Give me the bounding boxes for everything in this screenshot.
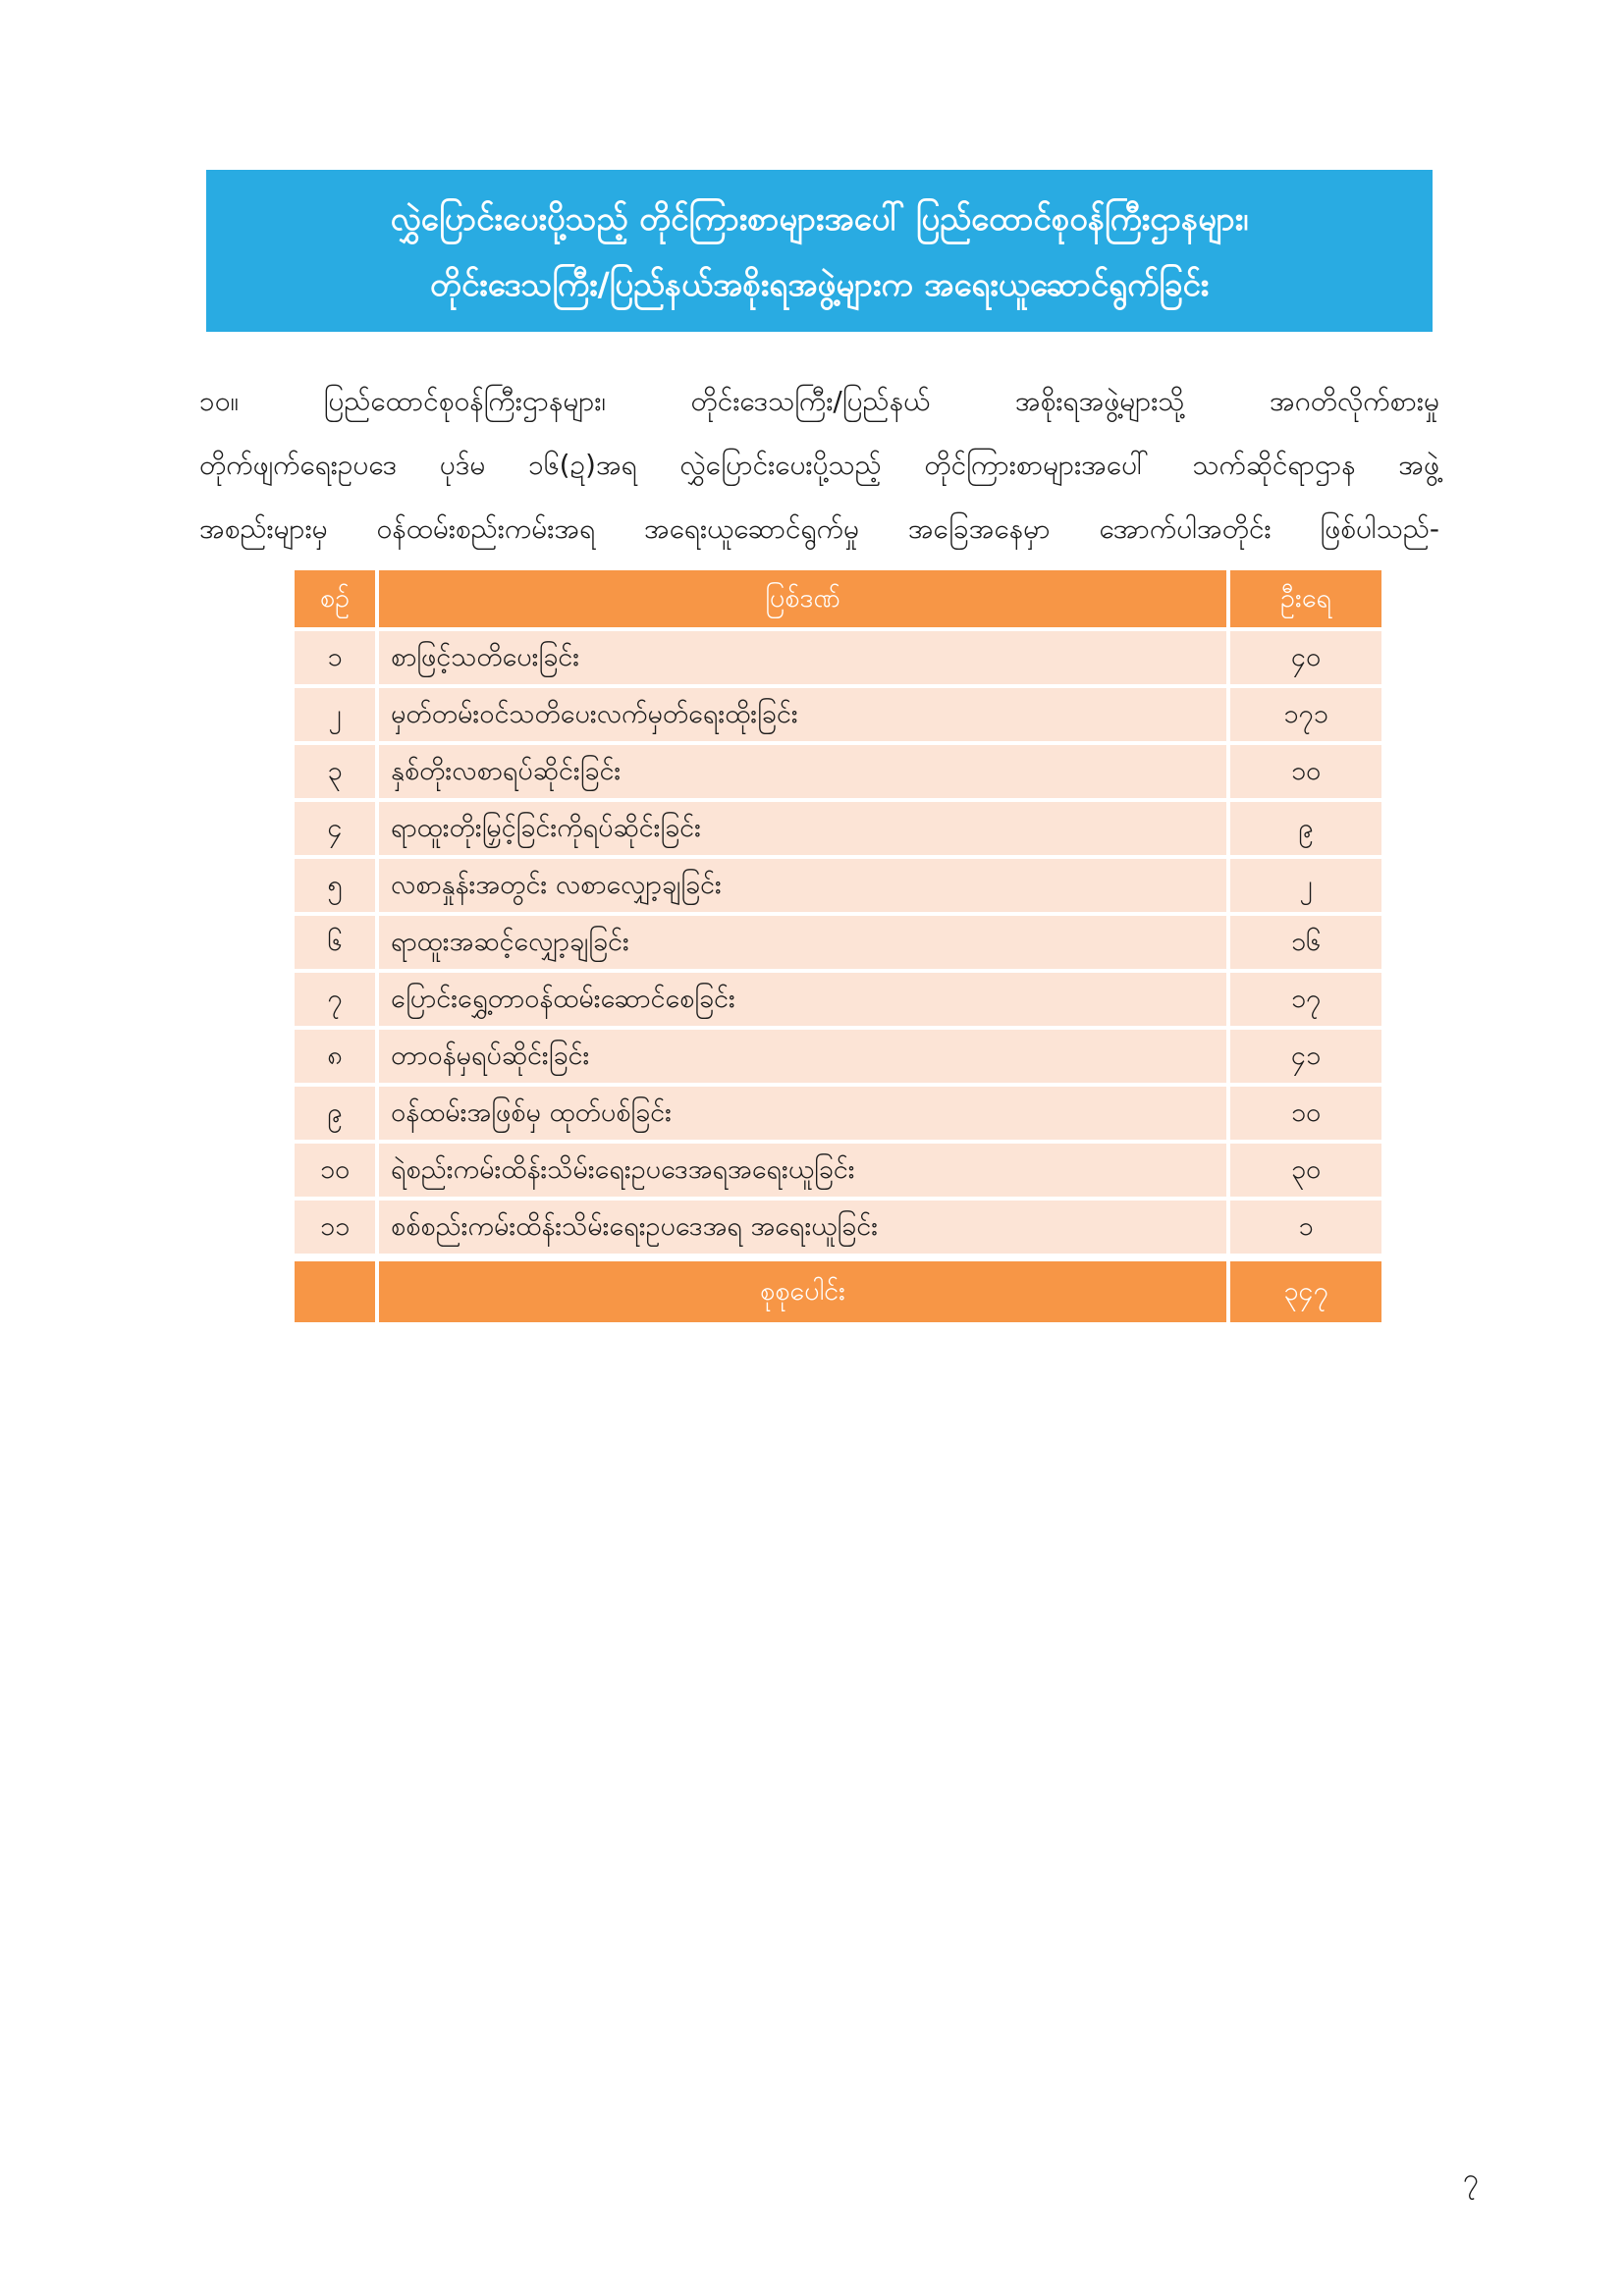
penalty-count: ၁၇၁ <box>1228 686 1383 743</box>
table-row <box>293 743 1383 800</box>
banner-title-line-2: တိုင်းဒေသကြီး/ပြည်နယ်အစိုးရအဖွဲ့များက အရေးယူဆောင်ရွက်ခြင်း <box>429 264 1210 303</box>
row-number: ၆ <box>293 914 377 971</box>
table-row <box>293 914 1383 971</box>
penalty-name: ရာထူးအဆင့်လျှော့ချခြင်း <box>377 914 1228 971</box>
row-number: ၁ <box>293 629 377 686</box>
banner-title-line-1: လွှဲပြောင်းပေးပို့သည့် တိုင်ကြားစာများအပေါ် ပြည်ထောင်စုဝန်ကြီးဌာနများ၊ <box>390 198 1249 238</box>
table-row <box>293 800 1383 857</box>
penalty-count: ၄၁ <box>1228 1028 1383 1085</box>
penalty-table-wrapper <box>293 568 1383 1324</box>
row-number: ၁၀ <box>293 1142 377 1199</box>
paragraph-line-1-text: ပြည်ထောင်စုဝန်ကြီးဌာနများ၊ တိုင်းဒေသကြီး/ပြည်နယ် အစိုးရအဖွဲ့များသို့ အဂတိလိုက်စားမှု <box>323 385 1440 417</box>
penalty-name: ပြောင်းရွှေ့တာဝန်ထမ်းဆောင်စေခြင်း <box>377 971 1228 1028</box>
total-row-blank-cell <box>293 1255 377 1324</box>
row-number: ၅ <box>293 857 377 914</box>
paragraph-line-1 <box>199 369 1439 433</box>
penalty-name: လစာနှုန်းအတွင်း လစာလျှော့ချခြင်း <box>377 857 1228 914</box>
penalty-count: ၃၀ <box>1228 1142 1383 1199</box>
row-number: ၁၁ <box>293 1199 377 1255</box>
table-row <box>293 857 1383 914</box>
table-row <box>293 1199 1383 1255</box>
table-row <box>293 686 1383 743</box>
penalty-count: ၉ <box>1228 800 1383 857</box>
table-header-row <box>293 568 1383 629</box>
row-number: ၃ <box>293 743 377 800</box>
table-body <box>293 629 1383 1255</box>
penalty-name: ဝန်ထမ်းအဖြစ်မှ ထုတ်ပစ်ခြင်း <box>377 1085 1228 1142</box>
table-header-no: စဉ် <box>293 568 377 629</box>
penalty-count: ၁၆ <box>1228 914 1383 971</box>
total-label: စုစုပေါင်း <box>377 1255 1228 1324</box>
total-row <box>293 1255 1383 1324</box>
penalty-count: ၂ <box>1228 857 1383 914</box>
page-number: ၇ <box>1463 2163 1479 2195</box>
penalty-name: ရာထူးတိုးမြှင့်ခြင်းကိုရပ်ဆိုင်းခြင်း <box>377 800 1228 857</box>
penalty-count: ၄၀ <box>1228 629 1383 686</box>
penalty-count: ၁၀ <box>1228 1085 1383 1142</box>
penalty-count: ၁၀ <box>1228 743 1383 800</box>
paragraph-line-3: အစည်းများမှ ဝန်ထမ်းစည်းကမ်းအရ အရေးယူဆောင်ရွက်မှု အခြေအနေမှာ အောက်ပါအတိုင်း ဖြစ်ပါသည်- <box>199 512 1439 545</box>
total-count: ၃၄၇ <box>1228 1255 1383 1324</box>
table-header-count: ဦးရေ <box>1228 568 1383 629</box>
table-row <box>293 1085 1383 1142</box>
row-number: ၈ <box>293 1028 377 1085</box>
penalty-name: စစ်စည်းကမ်းထိန်းသိမ်းရေးဥပဒေအရ အရေးယူခြင်း <box>377 1199 1228 1255</box>
penalty-count: ၁၇ <box>1228 971 1383 1028</box>
table-header-penalty: ပြစ်ဒဏ် <box>377 568 1228 629</box>
penalty-name: ရဲစည်းကမ်းထိန်းသိမ်းရေးဥပဒေအရအရေးယူခြင်း <box>377 1142 1228 1199</box>
table-row <box>293 971 1383 1028</box>
penalty-name: တာဝန်မှရပ်ဆိုင်းခြင်း <box>377 1028 1228 1085</box>
table-row <box>293 1028 1383 1085</box>
row-number: ၂ <box>293 686 377 743</box>
penalty-name: နှစ်တိုးလစာရပ်ဆိုင်းခြင်း <box>377 743 1228 800</box>
paragraph-number: ၁၀။ <box>199 385 239 417</box>
penalty-count: ၁ <box>1228 1199 1383 1255</box>
row-number: ၉ <box>293 1085 377 1142</box>
penalty-table <box>293 568 1383 1324</box>
table-row <box>293 1142 1383 1199</box>
intro-paragraph <box>199 369 1439 561</box>
title-banner <box>206 170 1433 332</box>
row-number: ၄ <box>293 800 377 857</box>
penalty-name: စာဖြင့်သတိပေးခြင်း <box>377 629 1228 686</box>
paragraph-line-2: တိုက်ဖျက်ရေးဥပဒေ ပုဒ်မ ၁၆(ဍ)အရ လွှဲပြောင်းပေးပို့သည့် တိုင်ကြားစာများအပေါ် သက်ဆိုင်ရာဌာန အဖွဲ့ <box>199 449 1439 481</box>
table-row <box>293 629 1383 686</box>
penalty-name: မှတ်တမ်းဝင်သတိပေးလက်မှတ်ရေးထိုးခြင်း <box>377 686 1228 743</box>
row-number: ၇ <box>293 971 377 1028</box>
